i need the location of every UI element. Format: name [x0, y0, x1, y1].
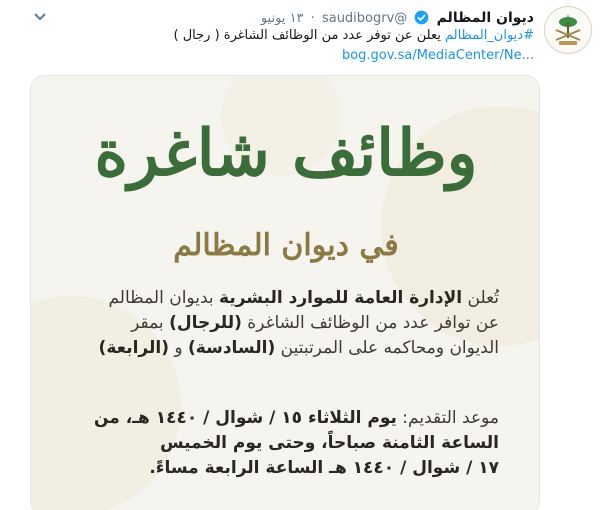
tweet-text	[100, 26, 534, 46]
chevron-down-icon[interactable]	[33, 10, 47, 24]
tweet-date[interactable]: ١٣ يونيو	[260, 11, 304, 26]
hashtag-link[interactable]: #ديوان_المظالم	[444, 28, 534, 43]
schedule-line-2: الساعة الثامنة صباحاً، وحتى يوم الخميس	[160, 433, 499, 453]
poster-title: وظائف شاغرة	[94, 116, 478, 191]
schedule-line-1: موعد التقديم: يوم الثلاثاء ١٥ / شوال / ١٤٤٠ هـ، من	[94, 408, 499, 428]
announcement-line-3: الديوان ومحاكمه على المرتبتين (السادسة) و (الرابعة)	[98, 338, 499, 358]
avatar[interactable]	[544, 6, 592, 54]
emblem-avatar	[548, 10, 588, 50]
verified-badge-icon	[414, 10, 429, 25]
schedule-paragraph	[71, 406, 499, 481]
separator: ·	[310, 11, 315, 26]
tweet-header	[60, 8, 534, 28]
schedule-line-3: ١٧ / شوال / ١٤٤٠ هـ الساعة الرابعة مساءً.	[149, 458, 499, 478]
announcement-line-2: عن توافر عدد من الوظائف الشاغرة (للرجال) بمقر	[131, 313, 499, 333]
poster-subtitle: في ديوان المظالم	[173, 228, 399, 263]
link-line	[100, 46, 534, 66]
media-image[interactable]	[30, 75, 540, 510]
tweet-body: يعلن عن توفر عدد من الوظائف الشاغرة ( رجال )	[173, 28, 445, 43]
announcement-line-1: تُعلن الإدارة العامة للموارد البشرية بديوان المظالم	[108, 288, 499, 308]
user-handle[interactable]: @saudibogrv	[321, 11, 408, 26]
announcement-paragraph	[71, 286, 499, 361]
display-name[interactable]: ديوان المظالم	[436, 10, 534, 26]
url-link[interactable]: bog.gov.sa/MediaCenter/Ne...	[341, 48, 534, 63]
